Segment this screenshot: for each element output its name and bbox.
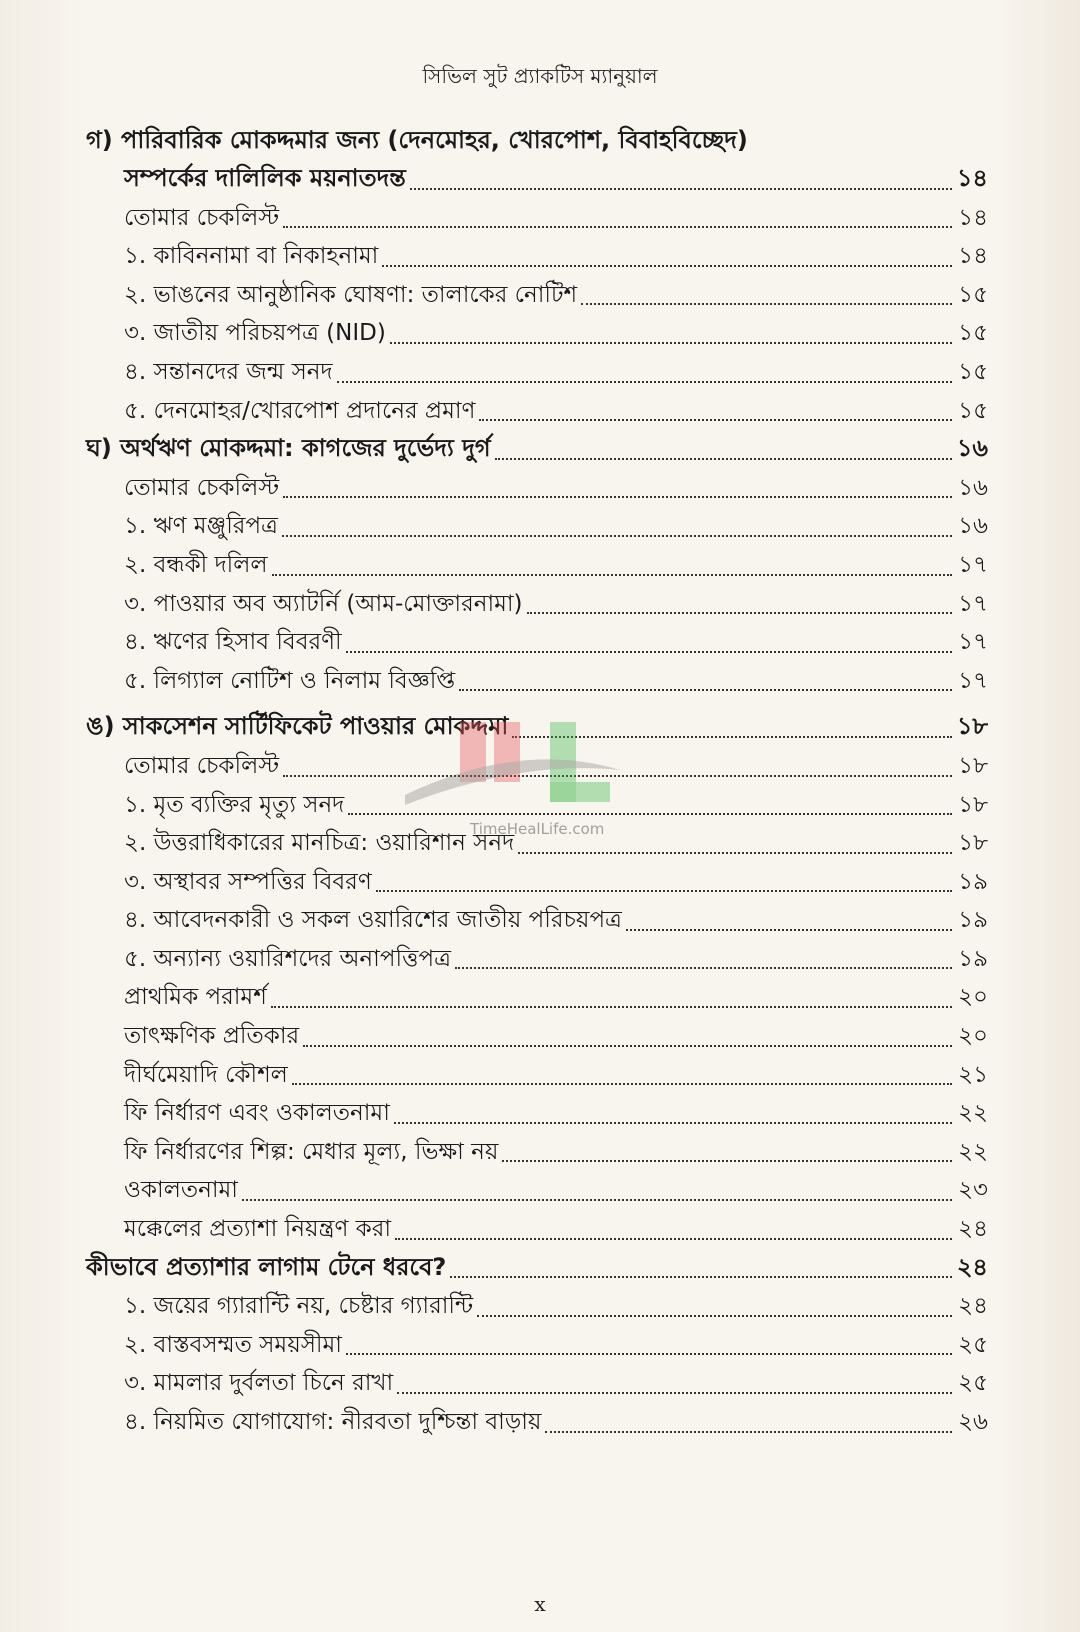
dot-leader bbox=[477, 1315, 952, 1317]
toc-entry-page: ১৭ bbox=[958, 590, 988, 617]
dot-leader bbox=[502, 1160, 952, 1162]
toc-entry-title: ফি নির্ধারণ এবং ওকালতনামা bbox=[124, 1100, 390, 1127]
toc-entry-title: ১. মৃত ব্যক্তির মৃত্যু সনদ bbox=[124, 791, 345, 818]
dot-leader bbox=[346, 651, 952, 653]
dot-leader bbox=[395, 1238, 952, 1240]
toc-entry-page: ১৪ bbox=[956, 164, 988, 192]
toc-entry-title: গ) পারিবারিক মোকদ্দমার জন্য (দেনমোহর, খোরপোশ, বিবাহবিচ্ছেদ) bbox=[86, 126, 748, 154]
toc-entry bbox=[86, 978, 988, 1017]
toc-entry-title: কীভাবে প্রত্যাশার লাগাম টেনে ধরবে? bbox=[86, 1252, 447, 1281]
toc-entry-title: ১. জয়ের গ্যারান্টি নয়, চেষ্টার গ্যারান্টি bbox=[124, 1293, 474, 1320]
toc-entry bbox=[86, 1403, 988, 1442]
table-of-contents bbox=[86, 122, 988, 1442]
toc-entry-title: ২. বাস্তবসম্মত সময়সীমা bbox=[124, 1331, 342, 1358]
toc-entry-title: মক্কেলের প্রত্যাশা নিয়ন্ত্রণ করা bbox=[124, 1216, 392, 1243]
toc-entry bbox=[86, 507, 988, 546]
toc-entry-page: ১৭ bbox=[958, 551, 988, 578]
dot-leader bbox=[450, 1276, 952, 1278]
dot-leader bbox=[394, 1122, 952, 1124]
toc-entry-page: ২২ bbox=[958, 1100, 988, 1127]
toc-entry-page: ১৫ bbox=[958, 320, 988, 347]
dot-leader bbox=[527, 612, 952, 614]
dot-leader bbox=[545, 1431, 952, 1433]
toc-entry-page: ১৮ bbox=[956, 712, 988, 741]
dot-leader bbox=[282, 535, 952, 537]
toc-entry-page: ১৫ bbox=[958, 358, 988, 385]
toc-entry-title: প্রাথমিক পরামর্শ bbox=[124, 984, 267, 1011]
dot-leader bbox=[283, 775, 952, 777]
toc-entry-title: ৩. মামলার দুর্বলতা চিনে রাখা bbox=[124, 1370, 394, 1397]
dot-leader bbox=[626, 929, 952, 931]
toc-entry-title: ৪. ঋণের হিসাব বিবরণী bbox=[124, 629, 342, 656]
dot-leader bbox=[303, 1045, 952, 1047]
toc-entry-title: ২. উত্তরাধিকারের মানচিত্র: ওয়ারিশান সনদ bbox=[124, 830, 515, 857]
dot-leader bbox=[283, 496, 952, 498]
dot-leader bbox=[512, 736, 952, 738]
toc-entry bbox=[86, 708, 988, 747]
toc-entry bbox=[86, 1056, 988, 1095]
toc-entry-page: ১৮ bbox=[958, 752, 988, 779]
toc-entry bbox=[86, 662, 988, 701]
toc-entry bbox=[86, 392, 988, 431]
dot-leader bbox=[455, 967, 952, 969]
toc-entry-title: ৪. নিয়মিত যোগাযোগ: নীরবতা দুশ্চিন্তা বাড়ায় bbox=[124, 1409, 542, 1435]
toc-entry bbox=[86, 237, 988, 276]
toc-entry-title: ফি নির্ধারণের শিল্প: মেধার মূল্য, ভিক্ষা নয় bbox=[124, 1138, 499, 1165]
toc-entry-page: ১৮ bbox=[958, 791, 988, 818]
toc-entry bbox=[86, 469, 988, 508]
toc-entry-page: ১৯ bbox=[958, 945, 988, 972]
toc-entry-title: ৫. লিগ্যাল নোটিশ ও নিলাম বিজ্ঞপ্তি bbox=[124, 667, 456, 694]
toc-entry-title: দীর্ঘমেয়াদি কৌশল bbox=[124, 1061, 288, 1088]
toc-entry-title: ৩. অস্থাবর সম্পত্তির বিবরণ bbox=[124, 868, 372, 895]
toc-entry bbox=[86, 122, 988, 160]
toc-entry-title: ১. ঋণ মঞ্জুরিপত্র bbox=[124, 513, 278, 540]
dot-leader bbox=[581, 303, 952, 305]
toc-entry bbox=[86, 1249, 988, 1288]
toc-entry-title: ৩. পাওয়ার অব অ্যাটর্নি (আম-মোক্তারনামা) bbox=[124, 590, 523, 617]
dot-leader bbox=[459, 689, 952, 691]
toc-entry bbox=[86, 1094, 988, 1133]
toc-entry-page: ১৬ bbox=[956, 434, 988, 463]
toc-entry-page: ১৫ bbox=[958, 397, 988, 424]
dot-leader bbox=[242, 1199, 952, 1201]
toc-entry-title: ৩. জাতীয় পরিচয়পত্র (NID) bbox=[124, 320, 386, 347]
toc-entry bbox=[86, 585, 988, 624]
toc-entry-page: ২২ bbox=[958, 1138, 988, 1165]
toc-entry bbox=[86, 863, 988, 902]
dot-leader bbox=[337, 381, 952, 383]
toc-entry-page: ২৫ bbox=[958, 1331, 988, 1358]
watermark-text: TimeHealLife.com bbox=[470, 820, 605, 838]
toc-entry bbox=[86, 747, 988, 786]
toc-entry bbox=[86, 1133, 988, 1172]
toc-entry-page: ১৬ bbox=[958, 513, 988, 540]
dot-leader bbox=[397, 1392, 952, 1394]
toc-entry bbox=[86, 786, 988, 825]
toc-entry-page: ২১ bbox=[958, 1061, 988, 1088]
toc-entry bbox=[86, 314, 988, 353]
toc-entry-title: তোমার চেকলিস্ট bbox=[124, 204, 280, 231]
toc-entry-page: ২৩ bbox=[958, 1177, 988, 1204]
dot-leader bbox=[283, 226, 952, 228]
toc-entry-page: ১৪ bbox=[958, 243, 988, 270]
running-head: সিভিল সুট প্র্যাকটিস ম্যানুয়াল bbox=[422, 64, 658, 88]
toc-entry-title: ২. বন্ধকী দলিল bbox=[124, 551, 268, 578]
toc-entry-title: ২. ভাঙনের আনুষ্ঠানিক ঘোষণা: তালাকের নোটিশ bbox=[124, 281, 578, 308]
toc-entry-page: ১৭ bbox=[958, 667, 988, 694]
toc-entry bbox=[86, 1171, 988, 1210]
toc-entry bbox=[86, 430, 988, 469]
toc-entry bbox=[86, 353, 988, 392]
toc-entry-page: ২৪ bbox=[958, 1293, 988, 1320]
toc-entry bbox=[86, 546, 988, 585]
toc-entry-page: ২৪ bbox=[958, 1216, 988, 1243]
toc-entry bbox=[86, 276, 988, 315]
dot-leader bbox=[518, 852, 952, 854]
toc-entry-page: ১৭ bbox=[958, 629, 988, 656]
toc-entry bbox=[86, 940, 988, 979]
toc-entry-title: সম্পর্কের দালিলিক ময়নাতদন্ত bbox=[124, 164, 406, 192]
dot-leader bbox=[410, 188, 952, 190]
toc-entry-title: ৫. অন্যান্য ওয়ারিশদের অনাপত্তিপত্র bbox=[124, 945, 451, 972]
toc-entry bbox=[86, 1287, 988, 1326]
dot-leader bbox=[376, 890, 952, 892]
toc-entry-page: ১৯ bbox=[958, 907, 988, 934]
toc-entry-page: ২৬ bbox=[958, 1409, 988, 1435]
dot-leader bbox=[382, 265, 952, 267]
toc-entry-title: ৪. আবেদনকারী ও সকল ওয়ারিশের জাতীয় পরিচয়পত্র bbox=[124, 907, 622, 934]
toc-entry-page: ১৫ bbox=[958, 281, 988, 308]
toc-entry-title: ঘ) অর্থঋণ মোকদ্দমা: কাগজের দুর্ভেদ্য দুর্গ bbox=[86, 434, 491, 463]
dot-leader bbox=[348, 813, 952, 815]
toc-entry-title: ৪. সন্তানদের জন্ম সনদ bbox=[124, 358, 333, 385]
page-number: x bbox=[534, 1592, 546, 1616]
dot-leader bbox=[495, 458, 952, 460]
toc-entry-page: ১৬ bbox=[958, 474, 988, 501]
toc-entry-page: ২৫ bbox=[958, 1370, 988, 1397]
dot-leader bbox=[272, 574, 952, 576]
toc-entry bbox=[86, 623, 988, 662]
toc-entry-title: তাৎক্ষণিক প্রতিকার bbox=[124, 1023, 300, 1050]
dot-leader bbox=[479, 419, 952, 421]
toc-entry bbox=[86, 1210, 988, 1249]
dot-leader bbox=[390, 342, 952, 344]
toc-entry-page: ২০ bbox=[958, 1023, 988, 1050]
toc-entry-title: তোমার চেকলিস্ট bbox=[124, 752, 280, 779]
toc-entry bbox=[86, 1017, 988, 1056]
toc-entry-page: ১৪ bbox=[958, 204, 988, 231]
toc-entry-title: ঙ) সাকসেশন সার্টিফিকেট পাওয়ার মোকদ্দমা bbox=[86, 712, 509, 741]
dot-leader bbox=[271, 1006, 952, 1008]
dot-leader bbox=[292, 1083, 952, 1085]
toc-entry-page: ১৮ bbox=[958, 830, 988, 857]
toc-entry bbox=[86, 1326, 988, 1365]
toc-entry bbox=[86, 199, 988, 238]
toc-entry-title: ওকালতনামা bbox=[124, 1177, 238, 1204]
toc-entry-title: তোমার চেকলিস্ট bbox=[124, 474, 280, 501]
toc-entry bbox=[86, 160, 988, 199]
toc-entry bbox=[86, 901, 988, 940]
toc-entry-title: ১. কাবিননামা বা নিকাহনামা bbox=[124, 243, 379, 270]
toc-entry-page: ২০ bbox=[958, 984, 988, 1011]
toc-entry-page: ১৯ bbox=[958, 868, 988, 895]
toc-entry-page: ২৪ bbox=[956, 1252, 988, 1281]
toc-entry-title: ৫. দেনমোহর/খোরপোশ প্রদানের প্রমাণ bbox=[124, 397, 476, 424]
toc-entry bbox=[86, 1364, 988, 1403]
dot-leader bbox=[346, 1353, 952, 1355]
